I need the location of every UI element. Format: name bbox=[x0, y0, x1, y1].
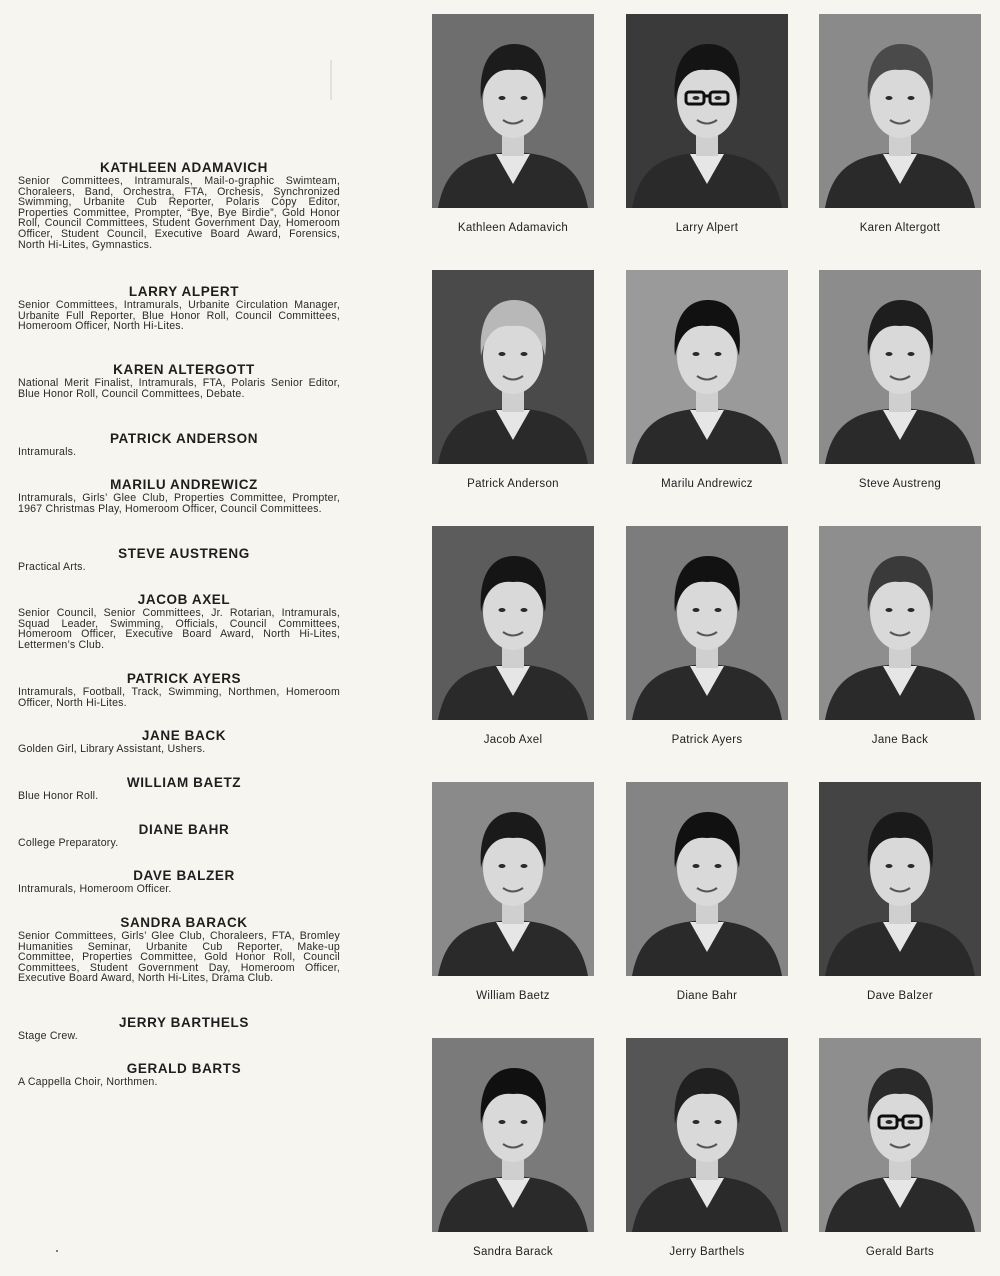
bio-name: JANE BACK bbox=[141, 728, 227, 743]
portrait-photo bbox=[819, 1038, 981, 1232]
portrait-silhouette bbox=[432, 270, 594, 464]
portrait-photo bbox=[432, 526, 594, 720]
bio-activities: Senior Council, Senior Committees, Jr. Rotarian, Intramurals, Squad Leader, Swimming, Officials, Council Committees, Homeroom Officer, Executive Board Award, North Hi-Lites, Lettermen’s Club. bbox=[18, 607, 340, 651]
portrait-card bbox=[432, 526, 594, 746]
bio-activities: Intramurals, Homeroom Officer. bbox=[18, 883, 172, 895]
bio-name: WILLIAM BAETZ bbox=[126, 775, 242, 790]
bio-name: LARRY ALPERT bbox=[128, 284, 240, 299]
bio-activities: National Merit Finalist, Intramurals, FTA, Polaris Senior Editor, Blue Honor Roll, Council Committees, Debate. bbox=[18, 377, 340, 400]
portrait-card bbox=[819, 1038, 981, 1258]
portrait-card bbox=[819, 270, 981, 490]
portrait-caption: Kathleen Adamavich bbox=[457, 222, 569, 234]
bio-activities: Senior Committees, Intramurals, Urbanite Circulation Manager, Urbanite Full Reporter, Blue Honor Roll, Council Committees, Homeroom Officer, North Hi-Lites. bbox=[18, 299, 340, 333]
portrait-photo bbox=[432, 270, 594, 464]
bio-activities: Intramurals, Girls’ Glee Club, Properties Committee, Prompter, 1967 Christmas Play, Homeroom Officer, Council Committees. bbox=[18, 492, 340, 515]
bio-activities: Stage Crew. bbox=[18, 1030, 78, 1042]
portrait-silhouette bbox=[819, 526, 981, 720]
page-speck bbox=[56, 1250, 58, 1252]
bio-activities: Golden Girl, Library Assistant, Ushers. bbox=[18, 743, 206, 755]
bio-activities: Practical Arts. bbox=[18, 561, 86, 573]
portrait-silhouette bbox=[626, 526, 788, 720]
portrait-photo bbox=[626, 526, 788, 720]
portrait-silhouette bbox=[819, 782, 981, 976]
portrait-photo bbox=[626, 782, 788, 976]
portrait-silhouette bbox=[432, 782, 594, 976]
portrait-card bbox=[626, 14, 788, 234]
bio-name: DAVE BALZER bbox=[133, 868, 235, 883]
portrait-card bbox=[432, 782, 594, 1002]
portrait-caption: William Baetz bbox=[476, 990, 550, 1002]
bio-name: KAREN ALTERGOTT bbox=[113, 362, 255, 377]
portrait-photo bbox=[819, 782, 981, 976]
portrait-caption: Dave Balzer bbox=[867, 990, 933, 1002]
bio-name: STEVE AUSTRENG bbox=[118, 546, 250, 561]
bio-name: PATRICK AYERS bbox=[126, 671, 242, 686]
portrait-caption: Patrick Ayers bbox=[671, 734, 743, 746]
portrait-caption: Karen Altergott bbox=[859, 222, 941, 234]
portrait-card bbox=[432, 14, 594, 234]
portrait-photo bbox=[626, 14, 788, 208]
portrait-card bbox=[819, 14, 981, 234]
bio-activities: A Cappella Choir, Northmen. bbox=[18, 1076, 158, 1088]
portrait-card bbox=[432, 1038, 594, 1258]
portrait-silhouette bbox=[626, 14, 788, 208]
bio-name: KATHLEEN ADAMAVICH bbox=[99, 160, 269, 175]
portrait-caption: Larry Alpert bbox=[675, 222, 739, 234]
portrait-photo bbox=[819, 270, 981, 464]
portrait-photo bbox=[626, 270, 788, 464]
portrait-silhouette bbox=[626, 782, 788, 976]
bio-activities: College Preparatory. bbox=[18, 837, 119, 849]
portrait-caption: Jacob Axel bbox=[483, 734, 543, 746]
portrait-silhouette bbox=[819, 270, 981, 464]
bio-name: JACOB AXEL bbox=[137, 592, 231, 607]
bio-name: DIANE BAHR bbox=[138, 822, 230, 837]
portrait-photo bbox=[819, 526, 981, 720]
portrait-caption: Patrick Anderson bbox=[467, 478, 559, 490]
portrait-caption: Diane Bahr bbox=[676, 990, 738, 1002]
bio-activities: Blue Honor Roll. bbox=[18, 790, 99, 802]
bio-activities: Intramurals, Football, Track, Swimming, Northmen, Homeroom Officer, North Hi-Lites. bbox=[18, 686, 340, 709]
portrait-photo bbox=[432, 14, 594, 208]
portrait-silhouette bbox=[432, 526, 594, 720]
portrait-card bbox=[432, 270, 594, 490]
portrait-photo bbox=[432, 782, 594, 976]
portrait-silhouette bbox=[819, 14, 981, 208]
portrait-caption: Jerry Barthels bbox=[669, 1246, 745, 1258]
portrait-caption: Marilu Andrewicz bbox=[661, 478, 753, 490]
bio-name: SANDRA BARACK bbox=[120, 915, 248, 930]
portrait-silhouette bbox=[432, 14, 594, 208]
bio-activities: Senior Committees, Intramurals, Mail-o-graphic Swimteam, Choraleers, Band, Orchestra, FTA, Orchesis, Synchronized Swimming, Urbanite Cub Reporter, Polaris Copy Editor, Properties Committee, Prompter, “Bye, Bye Birdie”, Gold Honor Roll, Council Committees, Student Government Day, Homeroom Officer, Student Council, Executive Board Award, Forensics, North Hi-Lites, Gymnastics. bbox=[18, 175, 340, 251]
portrait-silhouette bbox=[626, 1038, 788, 1232]
portrait-caption: Steve Austreng bbox=[858, 478, 942, 490]
portrait-silhouette bbox=[626, 270, 788, 464]
portrait-caption: Gerald Barts bbox=[865, 1246, 935, 1258]
portrait-card bbox=[626, 782, 788, 1002]
portrait-silhouette bbox=[819, 1038, 981, 1232]
bio-name: GERALD BARTS bbox=[126, 1061, 242, 1076]
portrait-card bbox=[626, 1038, 788, 1258]
portrait-card bbox=[626, 526, 788, 746]
portrait-photo bbox=[432, 1038, 594, 1232]
portrait-photo bbox=[819, 14, 981, 208]
bio-name: PATRICK ANDERSON bbox=[109, 431, 259, 446]
portrait-photo bbox=[626, 1038, 788, 1232]
portrait-caption: Jane Back bbox=[871, 734, 929, 746]
portrait-card bbox=[819, 782, 981, 1002]
bio-activities: Senior Committees, Girls’ Glee Club, Choraleers, FTA, Bromley Humanities Seminar, Urbanite Cub Reporter, Make-up Committee, Properties Committee, Gold Honor Roll, Council Committees, Student Government Day, Homeroom Officer, Executive Board Award, North Hi-Lites, Drama Club. bbox=[18, 930, 340, 985]
portrait-silhouette bbox=[432, 1038, 594, 1232]
bio-name: JERRY BARTHELS bbox=[119, 1015, 249, 1030]
portrait-card bbox=[819, 526, 981, 746]
portrait-caption: Sandra Barack bbox=[473, 1246, 553, 1258]
bio-name: MARILU ANDREWICZ bbox=[110, 477, 258, 492]
portrait-card bbox=[626, 270, 788, 490]
bio-activities: Intramurals. bbox=[18, 446, 77, 458]
